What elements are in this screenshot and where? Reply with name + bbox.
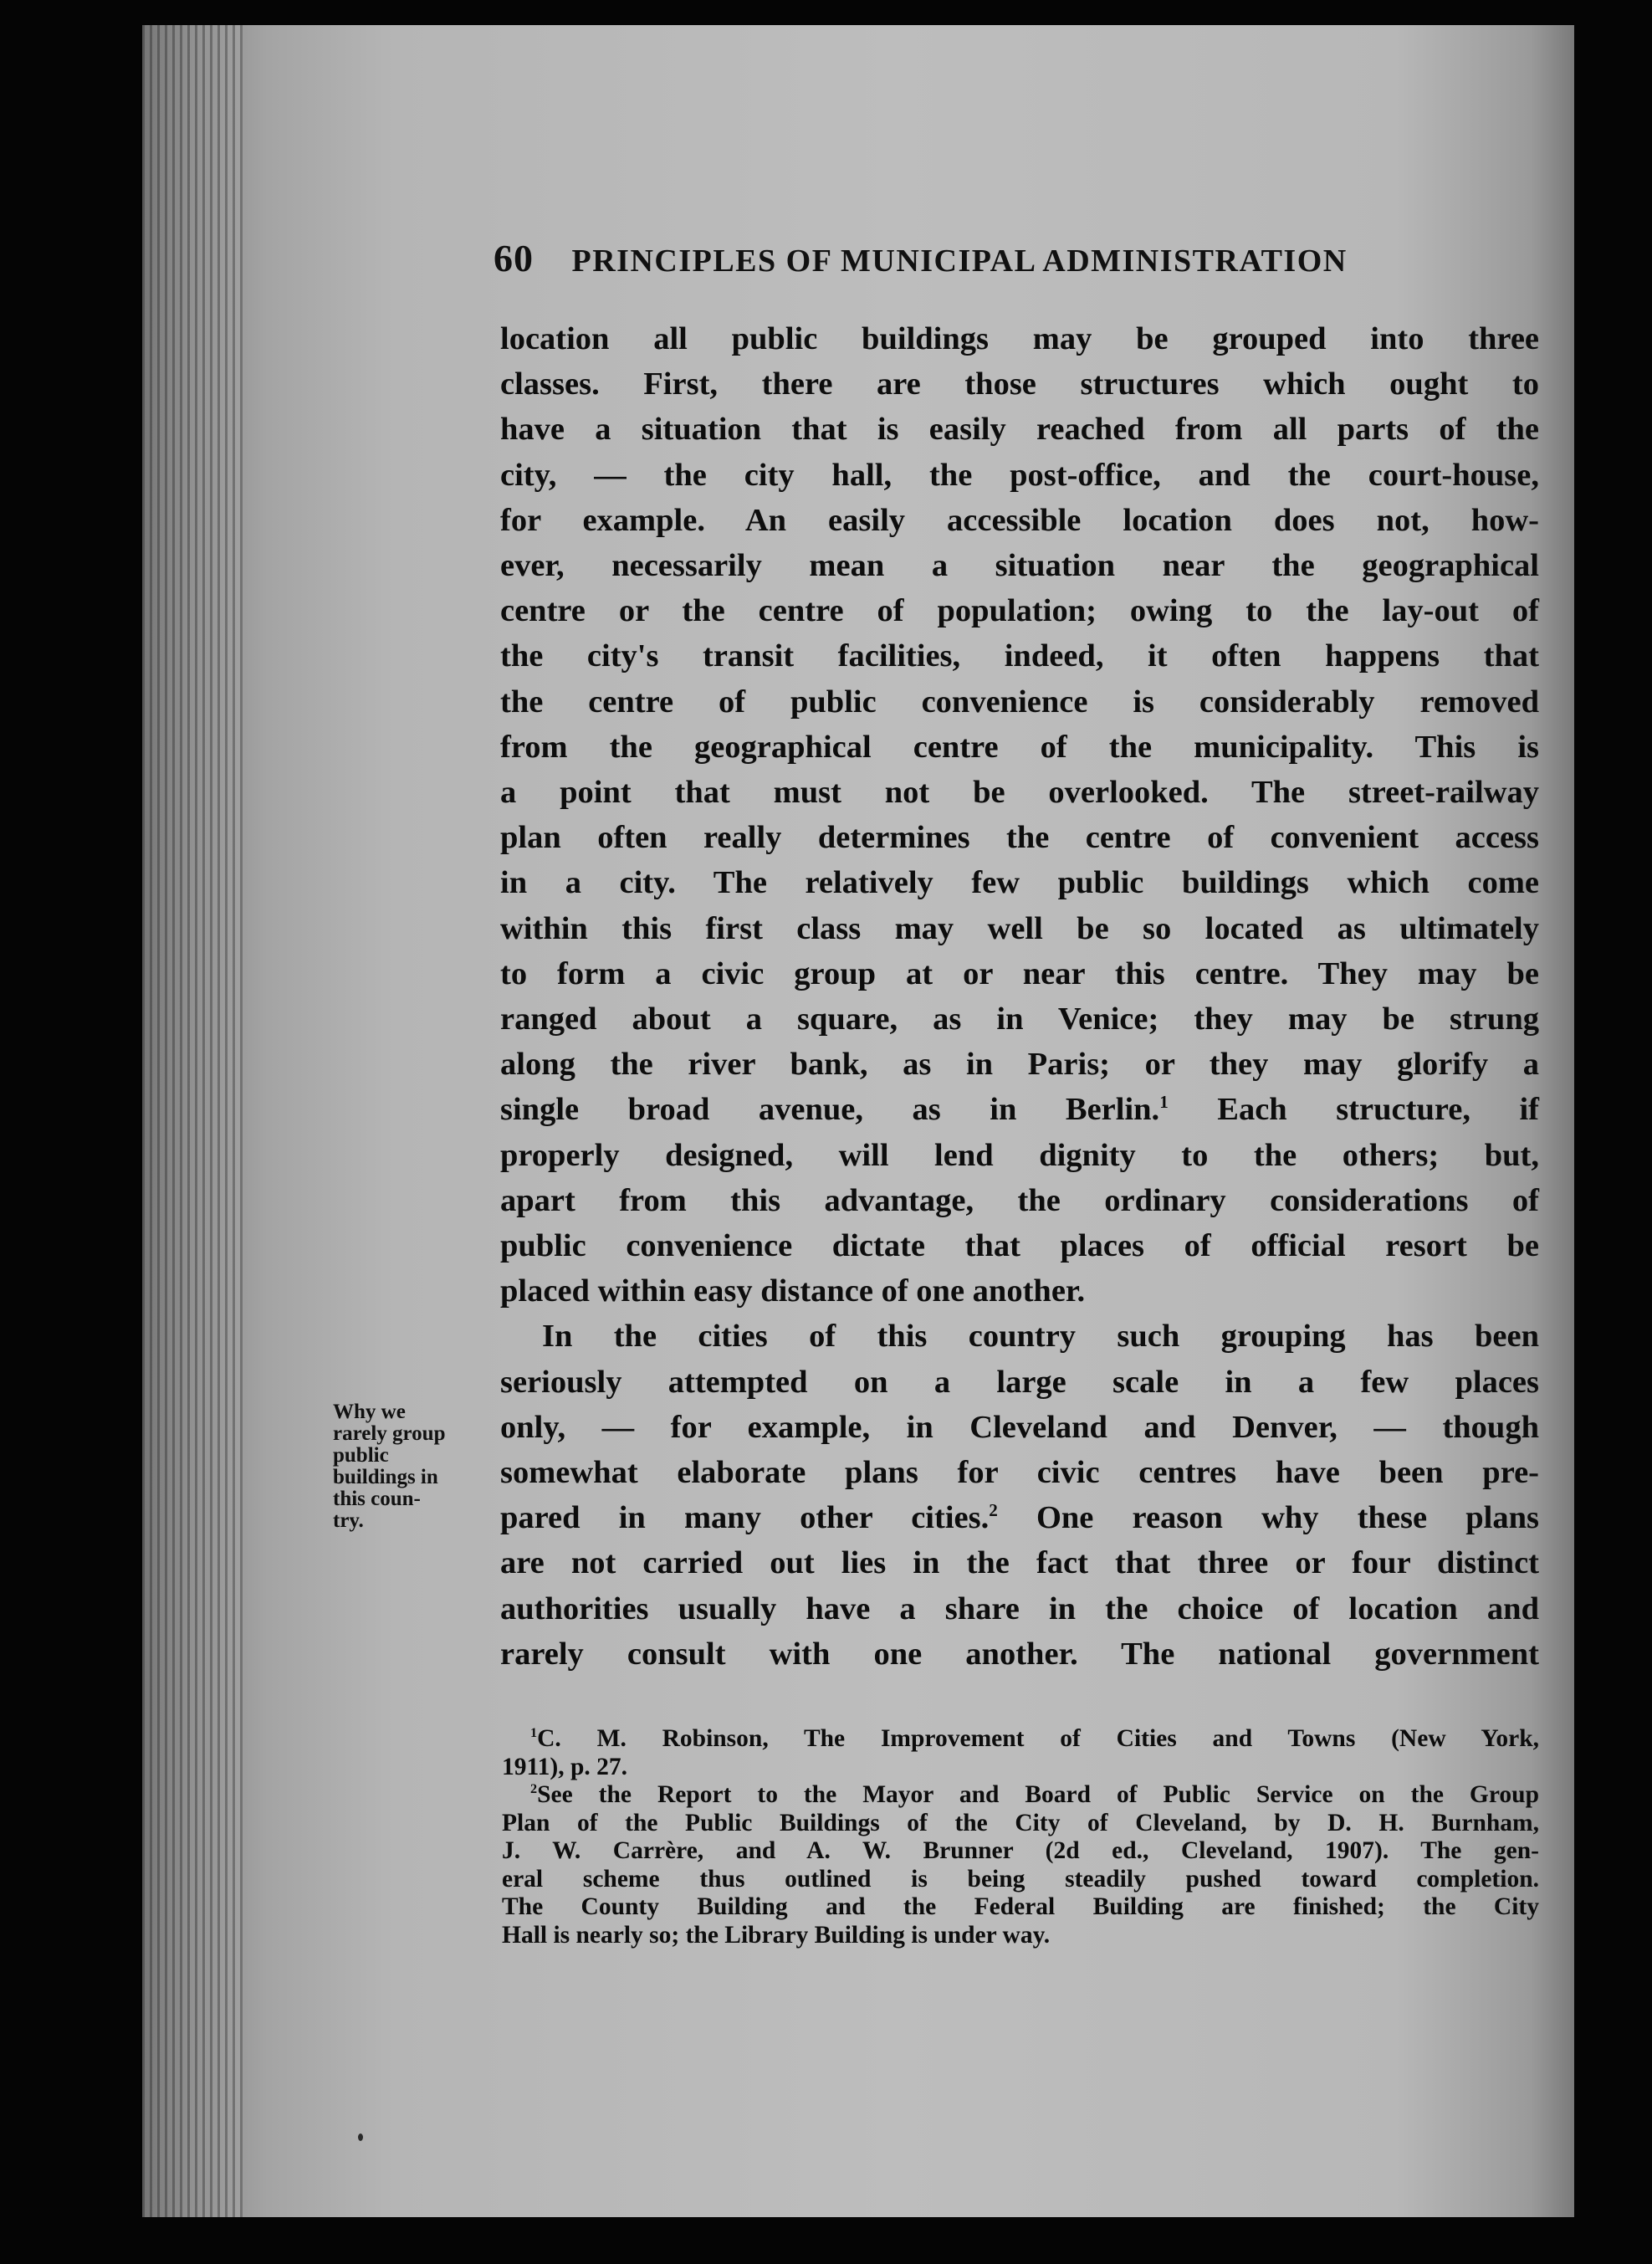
body-text: [500, 316, 1539, 1677]
body-line: authorities usually have a share in the choice of location and: [500, 1590, 1539, 1626]
margin-note-line: this coun-: [333, 1488, 421, 1510]
body-line-text: pared in many other cities.: [500, 1500, 990, 1536]
body-line: placed within easy distance of one another.: [500, 1273, 1086, 1309]
footnote-line: Plan of the Public Buildings of the City of Cleveland, by D. H. Burnham,: [502, 1809, 1539, 1836]
body-line: centre or the centre of population; owing to the lay-out of: [500, 593, 1539, 629]
page-header: [494, 236, 1574, 286]
margin-note-line: Why we: [333, 1401, 406, 1423]
footnotes: [502, 1725, 1539, 1949]
body-line: properly designed, will lend dignity to the others; but,: [500, 1137, 1539, 1173]
body-line: a point that must not be overlooked. The street-railway: [500, 775, 1539, 811]
body-line-text: single broad avenue, as in Berlin.: [500, 1092, 1160, 1128]
footnote-line: [502, 1781, 1539, 1810]
body-line: along the river bank, as in Paris; or they may glorify a: [500, 1047, 1539, 1083]
body-line-text: One reason why these plans: [997, 1500, 1539, 1536]
body-line: are not carried out lies in the fact that three or four distinct: [500, 1545, 1539, 1581]
footnote-2: [502, 1781, 1539, 1949]
scan-speck: [358, 2133, 363, 2141]
body-line: location all public buildings may be grouped into three: [500, 321, 1539, 356]
footnote-2-reference: 2: [989, 1500, 998, 1521]
footnote-line-text: C. M. Robinson, The Improvement of Cities and Towns (New York,: [537, 1725, 1539, 1752]
body-line: within this first class may well be so located as ultimately: [500, 910, 1539, 946]
margin-note: [333, 1401, 467, 1532]
body-line: seriously attempted on a large scale in a few places: [500, 1364, 1539, 1400]
body-line-with-footnote-1: [500, 1087, 1539, 1132]
body-line: somewhat elaborate plans for civic centres have been pre-: [500, 1455, 1539, 1491]
body-line: rarely consult with one another. The national government: [500, 1636, 1539, 1672]
body-line: ranged about a square, as in Venice; they may be strung: [500, 1001, 1539, 1037]
scanned-page: [142, 25, 1574, 2217]
body-line: for example. An easily accessible location does not, how-: [500, 502, 1539, 538]
footnote-1-reference: 1: [1159, 1092, 1169, 1113]
body-line: apart from this advantage, the ordinary considerations of: [500, 1182, 1539, 1218]
page-number: 60: [494, 237, 534, 279]
body-line-with-footnote-2: [500, 1495, 1539, 1540]
footnote-2-mark: 2: [530, 1781, 538, 1797]
margin-note-line: rarely group: [333, 1422, 446, 1445]
running-title: PRINCIPLES OF MUNICIPAL ADMINISTRATION: [571, 243, 1348, 279]
body-line: only, — for example, in Cleveland and Denver, — though: [500, 1409, 1539, 1445]
footnote-line: 1911), p. 27.: [502, 1753, 627, 1780]
footnote-line: eral scheme thus outlined is being steadily pushed toward completion.: [502, 1865, 1539, 1893]
margin-note-line: public: [333, 1444, 389, 1467]
margin-note-line: try.: [333, 1509, 364, 1532]
body-line-text: Each structure, if: [1168, 1092, 1539, 1128]
body-line: public convenience dictate that places of official resort be: [500, 1228, 1539, 1264]
footnote-line: The County Building and the Federal Building are finished; the City: [502, 1893, 1539, 1920]
body-line: In the cities of this country such grouping has been: [542, 1319, 1539, 1355]
body-line: classes. First, there are those structures which ought to: [500, 366, 1539, 402]
footnote-line: J. W. Carrère, and A. W. Brunner (2d ed., Cleveland, 1907). The gen-: [502, 1837, 1539, 1864]
body-line: have a situation that is easily reached from all parts of the: [500, 412, 1539, 448]
body-line: ever, necessarily mean a situation near the geographical: [500, 548, 1539, 584]
body-line: in a city. The relatively few public buildings which come: [500, 865, 1539, 901]
body-line: the centre of public convenience is considerably removed: [500, 684, 1539, 720]
footnote-line-text: See the Report to the Mayor and Board of Public Service on the Group: [537, 1781, 1539, 1808]
footnote-line: Hall is nearly so; the Library Building is under way.: [502, 1921, 1051, 1949]
footnote-1: [502, 1725, 1539, 1781]
body-line: to form a civic group at or near this centre. They may be: [500, 955, 1539, 991]
body-line: plan often really determines the centre of convenient access: [500, 820, 1539, 856]
page-spine-shadow: [142, 25, 243, 2217]
margin-note-line: buildings in: [333, 1466, 438, 1488]
footnote-line: [502, 1725, 1539, 1754]
body-line: city, — the city hall, the post-office, and the court-house,: [500, 457, 1539, 493]
body-line: the city's transit facilities, indeed, it often happens that: [500, 638, 1539, 674]
footnote-1-mark: 1: [530, 1725, 538, 1741]
body-line: from the geographical centre of the municipality. This is: [500, 729, 1539, 765]
